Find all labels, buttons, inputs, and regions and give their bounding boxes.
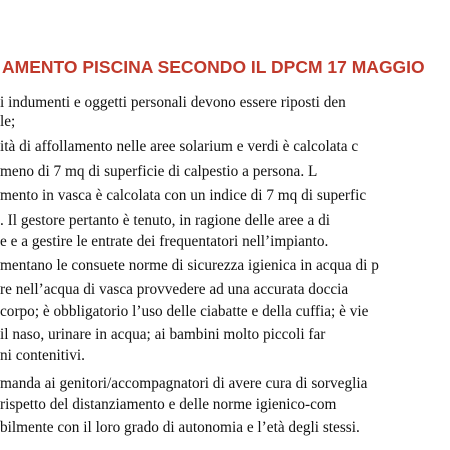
- text-line: meno di 7 mq di superficie di calpestio a persona. L: [0, 163, 318, 180]
- document-title: AMENTO PISCINA SECONDO IL DPCM 17 MAGGIO: [2, 57, 425, 77]
- text-line: mento in vasca è calcolata con un indice di 7 mq di superfic: [0, 187, 367, 204]
- text-line: le;: [0, 113, 16, 130]
- text-line: manda ai genitori/accompagnatori di avere cura di sorveglia: [0, 375, 368, 392]
- text-line: il naso, urinare in acqua; ai bambini molto piccoli far: [0, 326, 326, 343]
- text-line: rispetto del distanziamento e delle norme igienico-com: [0, 396, 337, 413]
- text-line: corpo; è obbligatorio l’uso delle ciabatte e della cuffia; è vie: [0, 303, 369, 320]
- text-line: ità di affollamento nelle aree solarium e verdi è calcolata c: [0, 138, 359, 155]
- text-line: re nell’acqua di vasca provvedere ad una accurata doccia: [0, 281, 349, 298]
- text-line: bilmente con il loro grado di autonomia e l’età degli stessi.: [0, 419, 360, 436]
- text-line: i indumenti e oggetti personali devono essere riposti den: [0, 94, 346, 111]
- text-line: . Il gestore pertanto è tenuto, in ragione delle aree a di: [0, 212, 331, 229]
- text-line: e e a gestire le entrate dei frequentatori nell’impianto.: [0, 233, 329, 250]
- text-line: ni contenitivi.: [0, 347, 85, 364]
- document-body: [0, 93, 450, 443]
- text-line: mentano le consuete norme di sicurezza igienica in acqua di p: [0, 257, 379, 274]
